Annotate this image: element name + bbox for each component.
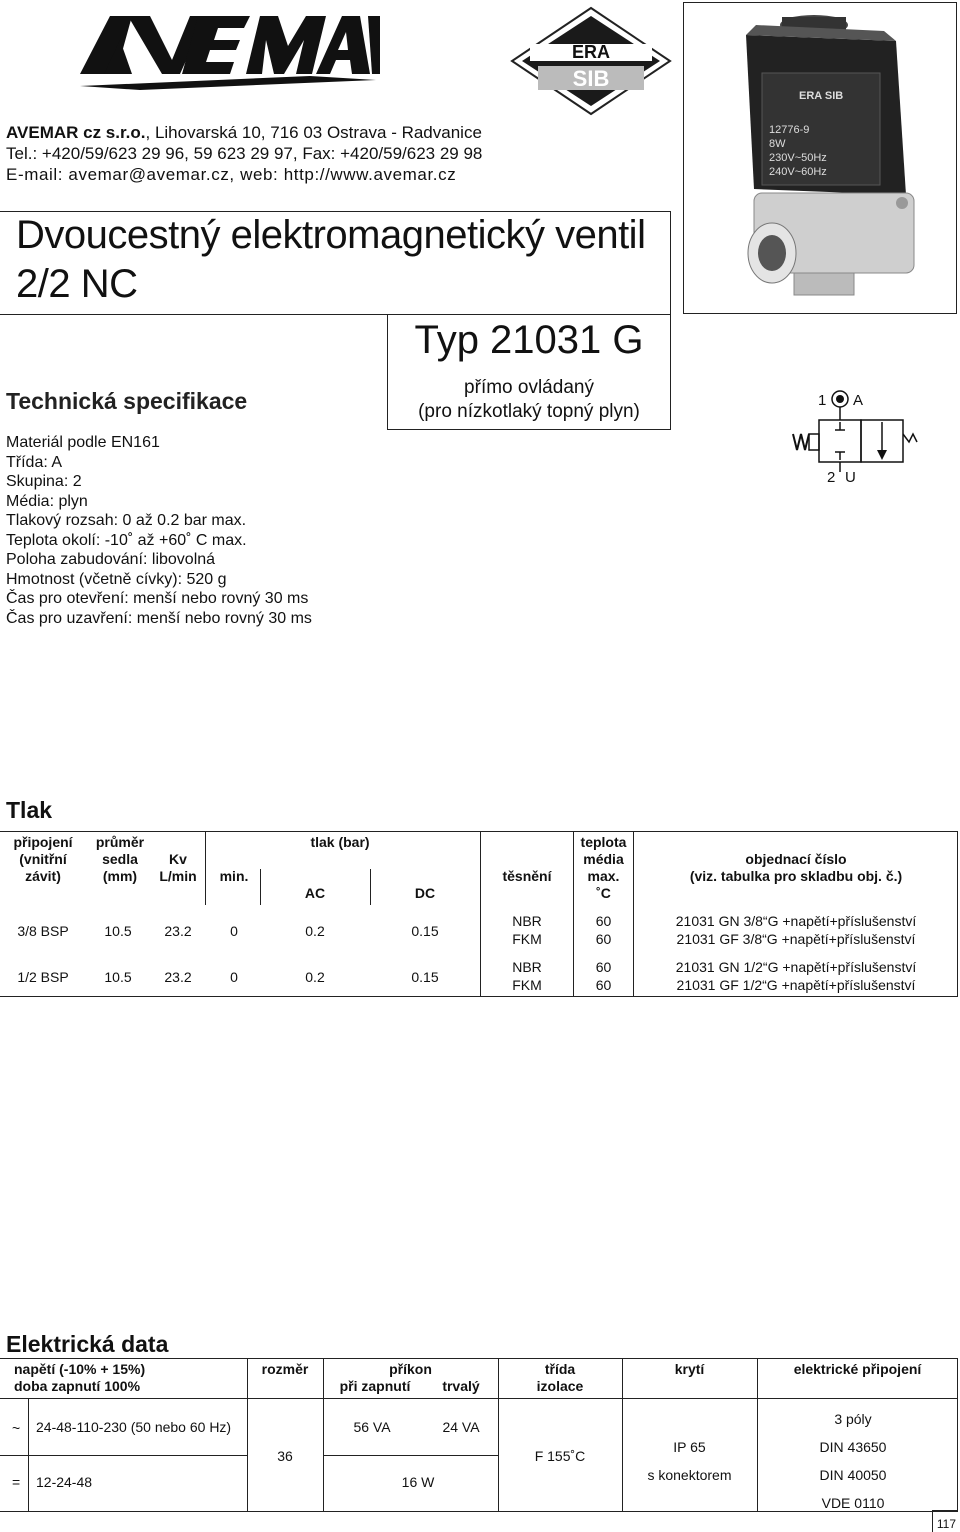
dc-power: 16 W xyxy=(401,1474,435,1490)
protection-value: IP 65 s konektorem xyxy=(647,1439,732,1483)
table-cell-orders: 21031 GN 3/8“G +napětí+příslušenství 21031 GF 3/8“G +napětí+příslušenství xyxy=(675,913,917,947)
header-seal: těsnění xyxy=(502,868,552,884)
header-min: min. xyxy=(219,868,249,884)
port-2-label: 2 xyxy=(827,469,836,486)
company-name: AVEMAR cz s.r.o. xyxy=(6,123,146,142)
port-1-label: 1 xyxy=(818,392,827,409)
table-divider xyxy=(247,1358,248,1512)
spec-item: Média: plyn xyxy=(6,492,88,510)
table-divider xyxy=(260,869,261,905)
company-web: E-mail: avemar@avemar.cz, web: http://www.avemar.cz xyxy=(6,165,457,184)
spec-item: Tlakový rozsah: 0 až 0.2 bar max. xyxy=(6,512,247,529)
header-dc: DC xyxy=(414,885,436,901)
valve-illustration xyxy=(684,3,956,313)
type-subtitle-2: (pro nízkotlaký topný plyn) xyxy=(418,401,640,422)
coil-brand: ERA SIB xyxy=(799,90,844,102)
pressure-table xyxy=(0,831,958,997)
svg-text:SIB: SIB xyxy=(572,66,610,91)
pressure-title: Tlak xyxy=(6,797,53,823)
svg-text:ERA: ERA xyxy=(571,42,611,62)
table-divider xyxy=(28,1398,29,1512)
table-cell: 3/8 BSP xyxy=(17,923,69,939)
ac-voltage: 24-48-110-230 (50 nebo 60 Hz) xyxy=(36,1419,232,1435)
electrical-title: Elektrická data xyxy=(6,1331,169,1357)
page-subtitle: 2/2 NC xyxy=(16,262,138,306)
ac-power-on: 56 VA xyxy=(353,1419,391,1435)
header-temperature: teplota média max. ˚C xyxy=(580,834,627,901)
header-power: příkon xyxy=(389,1361,432,1377)
dc-voltage: 12-24-48 xyxy=(36,1474,93,1490)
port-u-label: U xyxy=(845,469,856,486)
product-photo xyxy=(683,2,957,314)
table-divider xyxy=(633,831,634,997)
dc-symbol: = xyxy=(12,1474,21,1490)
avemar-logo xyxy=(80,4,380,114)
table-divider xyxy=(370,869,371,905)
table-cell: 0.2 xyxy=(305,969,325,985)
company-phone: Tel.: +420/59/623 29 96, 59 623 29 97, Fax: +420/59/623 29 98 xyxy=(6,144,483,163)
coil-label-line: 12776-9 xyxy=(769,124,810,136)
spec-item: Hmotnost (včetně cívky): 520 g xyxy=(6,570,227,588)
table-cell: 10.5 xyxy=(104,969,132,985)
header-class: třída izolace xyxy=(536,1361,584,1394)
coil-label-line: 240V~60Hz xyxy=(769,166,827,178)
tech-spec-title: Technická specifikace xyxy=(6,388,248,414)
spec-item: Poloha zabudování: libovolná xyxy=(6,551,216,568)
page-title: Dvoucestný elektromagnetický ventil xyxy=(16,213,646,257)
header-ac: AC xyxy=(304,885,326,901)
table-cell-orders: 21031 GN 1/2“G +napětí+příslušenství 21031 GF 1/2“G +napětí+příslušenství xyxy=(675,959,917,993)
ac-symbol: ~ xyxy=(12,1420,21,1436)
table-cell-seals: NBR FKM xyxy=(512,959,542,993)
table-cell: 1/2 BSP xyxy=(17,969,69,985)
coil-label-line: 8W xyxy=(769,138,786,150)
table-cell: 0.15 xyxy=(411,923,439,939)
table-divider xyxy=(573,831,574,997)
company-info xyxy=(6,122,482,185)
table-divider xyxy=(205,831,206,905)
table-divider xyxy=(323,1455,498,1456)
coil-label-line: 230V~50Hz xyxy=(769,152,827,164)
table-cell-seals: NBR FKM xyxy=(512,913,542,947)
header-power-hold: trvalý xyxy=(442,1378,480,1394)
page-number: 117 xyxy=(936,1517,956,1531)
size-value: 36 xyxy=(277,1448,293,1464)
header-seat-diameter: průměr sedla (mm) xyxy=(95,834,145,884)
connection-value: 3 póly DIN 43650 DIN 40050 VDE 0110 xyxy=(819,1411,887,1511)
table-cell-temps: 60 60 xyxy=(595,913,612,947)
table-divider xyxy=(0,1455,247,1456)
table-cell: 0 xyxy=(230,923,238,939)
table-cell: 0.2 xyxy=(305,923,325,939)
class-value: F 155˚C xyxy=(534,1448,586,1464)
type-subtitle: přímo ovládaný xyxy=(464,377,594,398)
header-size: rozměr xyxy=(261,1361,309,1377)
table-cell-temps: 60 60 xyxy=(595,959,612,993)
table-divider xyxy=(480,831,481,997)
spec-item: Skupina: 2 xyxy=(6,473,82,490)
header-pressure: tlak (bar) xyxy=(310,834,370,850)
spec-item: Teplota okolí: -10˚ až +60˚ C max. xyxy=(6,531,247,549)
header-power-on: při zapnutí xyxy=(339,1378,411,1394)
table-cell: 10.5 xyxy=(104,923,132,939)
header-voltage: napětí (-10% + 15%) doba zapnutí 100% xyxy=(14,1361,146,1394)
header-kv: Kv L/min xyxy=(159,851,197,884)
spec-item: Materiál podle EN161 xyxy=(6,434,160,451)
valve-schematic-symbol xyxy=(785,382,935,492)
table-cell: 0.15 xyxy=(411,969,439,985)
era-sib-logo xyxy=(510,6,672,116)
table-divider xyxy=(0,1398,958,1399)
header-connection: připojení (vnitřní závit) xyxy=(13,834,73,884)
header-order-number: objednací číslo (viz. tabulka pro skladbu obj. č.) xyxy=(689,851,903,884)
spec-item: Čas pro otevření: menší nebo rovný 30 ms xyxy=(6,590,309,607)
port-a-label: A xyxy=(853,392,864,409)
spec-item: Čas pro uzavření: menší nebo rovný 30 ms xyxy=(6,609,312,627)
ac-power-hold: 24 VA xyxy=(442,1419,480,1435)
table-cell: 23.2 xyxy=(164,969,192,985)
table-cell: 23.2 xyxy=(164,923,192,939)
electrical-table xyxy=(0,1358,958,1512)
tech-spec-list xyxy=(6,433,312,628)
header-connection: elektrické připojení xyxy=(793,1361,922,1377)
type-name: Typ 21031 G xyxy=(414,318,644,362)
header-protection: krytí xyxy=(674,1361,705,1377)
company-address: , Lihovarská 10, 716 03 Ostrava - Radvanice xyxy=(145,123,482,142)
spec-item: Třída: A xyxy=(6,453,63,471)
table-cell: 0 xyxy=(230,969,238,985)
